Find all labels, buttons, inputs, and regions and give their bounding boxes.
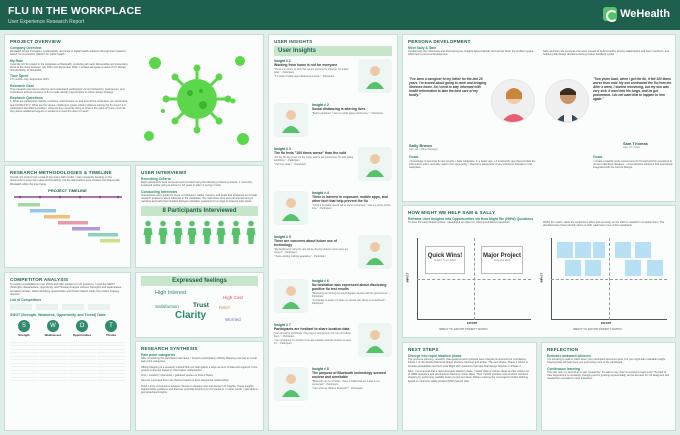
swot-letter-badge: W: [47, 320, 59, 332]
matrix-x-axis-label: EFFORT: [467, 322, 478, 325]
next-step-title: Diverge into rapid ideation phase: [408, 354, 462, 358]
swot-column: [97, 320, 125, 383]
insight-item: [274, 367, 392, 408]
sticky-note: [615, 242, 631, 258]
competitor-logo-icon: [36, 304, 58, 310]
swot-letter-badge: O: [76, 320, 88, 332]
research-goal-text: This research goal was to observe and understand participants' current behaviors, preferences, and motivations around exposure to flu to make identify opportunities to inform design strategy.: [10, 87, 125, 95]
quick-wins-label: Quick Wins!: [427, 253, 463, 259]
sticky-note: [647, 260, 663, 276]
section-heading: COMPETITOR ANALYSIS: [10, 277, 69, 282]
competitor-logo-icon: [10, 304, 32, 310]
synthesis-p4: Second, I grouped them into themes based on their categorical relationships.: [141, 379, 230, 383]
insight-label: Insight # 6: [312, 279, 329, 283]
insight-label: Insight # 8: [312, 367, 329, 371]
competitor-logo-icon: [88, 304, 110, 310]
reflection-title-2: Continuous learning: [547, 366, 580, 371]
section-heading: RESEARCH SYNTHESIS: [141, 346, 198, 351]
meet-text: Condensing user interviews and discovering key insights helped identify and narrow down the problem space, which led to persona development.: [408, 50, 534, 57]
swot-column-label: Threats: [105, 333, 117, 338]
participant-icon: [187, 220, 197, 249]
impact-effort-matrix-left: [406, 236, 535, 334]
insight-quote-2: "I felt very down." - Participant: [274, 163, 306, 166]
sally-goals: • Knowledge of accurate flu test results. • Safe workplace, in a better age. • A trustworthy app that provides the information and is seriously used in her community. • Real-time awareness of any infectious diseases in the workplace.: [409, 160, 536, 170]
sam-goals-title: Goals: [593, 155, 603, 159]
insight-quote: "My likelihood of using the app will be directly related to how many are using it." - Participant: [274, 248, 349, 254]
page-title: FLU IN THE WORKPLACE: [8, 5, 142, 17]
meet-title: Meet Sally & Sam: [408, 46, 437, 50]
insight-label: Insight # 3: [274, 147, 291, 151]
insight-title: Working from home is not for everyone: [274, 63, 338, 67]
participant-icon: [216, 220, 226, 249]
major-project-label: Major Project: [482, 253, 521, 259]
reflection-panel: [541, 342, 676, 431]
section-heading: PERSONA DEVELOPMENT: [408, 39, 471, 44]
swot-column: [10, 320, 38, 383]
my-role-title: My Role: [10, 58, 23, 63]
company-overview-title: Company Overview: [10, 46, 42, 50]
reflection-title-1: Embrace awkward silences: [547, 354, 591, 358]
reflection-text-2: This was only my second as a user researcher. It's safe to say, that I'm excited to learn a lot! The field of User Experience is constantly changing and is growing exponentially, as the demand for UX designers and researchers spreads to more industries.: [547, 370, 670, 381]
sally-goals-title: Goals: [409, 155, 419, 159]
insight-label: Insight # 4: [312, 191, 329, 195]
insight-item: [274, 103, 392, 144]
my-role-text: I lead the UX Fu project in the workplace at WeHealth, producing all major deliverables and presenting these to the client between July 2021 and September 2021. I worked alongside a Head of UX Design, Victoria Reilly, at WeHealth.: [10, 62, 128, 73]
insight-title: No hesitation was expressed about disclosing positive flu test results: [312, 283, 387, 291]
insight-quote-2: "It is hard to follow rapid distancing at work." - Participant: [274, 75, 335, 78]
next-steps-panel: [402, 342, 537, 431]
insight-title: Participants are hesitant to share location data: [274, 327, 350, 331]
matrix-y-axis-label: IMPACT: [406, 272, 410, 283]
insight-quote-2: "I have existing multiple wearables." - Participant: [274, 255, 326, 258]
competitor-logos: [10, 304, 125, 310]
sally-avatar: [491, 79, 535, 123]
user-interviews-panel: [135, 165, 264, 268]
persona-panel: [402, 34, 676, 202]
section-heading: HOW MIGHT WE HELP SAM & SALLY: [408, 210, 496, 215]
insight-title: Social distancing is altering lives: [312, 107, 366, 111]
insight-quote: "Bluetooth can be a hassle. I have it malfunctioned, it also is not connected." - Participant: [312, 380, 380, 386]
sam-goals: • Create a healthy work environment for himself and his coworkers to prevent infectious diseases. • Cost-effective solutions that seamlessly integrated with the current lifestyle.: [593, 160, 673, 170]
research-goal-title: Research Goal: [10, 83, 34, 88]
project-overview-panel: [4, 34, 264, 162]
swot-column-label: Strength: [18, 333, 30, 338]
virus-illustration: [135, 41, 260, 161]
swot-cell-lines: [68, 339, 96, 383]
insight-title: There are concerns about future use of technology: [274, 239, 337, 247]
user-insights-panel: [268, 34, 398, 431]
feeling-word: Trust: [193, 302, 209, 309]
insights-banner: User Insights: [274, 46, 392, 56]
swot-column-label: Opportunities: [72, 333, 92, 338]
section-heading: REFLECTION: [547, 347, 579, 352]
swot-cell-lines: [39, 339, 67, 383]
section-heading: RESEARCH METHODOLOGIES & TIMELINE: [10, 170, 112, 175]
insight-item: [274, 59, 392, 100]
feeling-word: Worried: [225, 317, 241, 322]
swot-column: [68, 320, 96, 383]
sticky-note: [585, 260, 601, 276]
matrix-divider: [417, 279, 531, 280]
header-bar: [0, 0, 680, 30]
insight-illustration-icon: [274, 103, 308, 137]
expressed-feelings-panel: [135, 272, 264, 338]
insight-title: There is interest in exposure, mobile apps, and other tech that help prevent the flu: [312, 195, 388, 203]
reflection-text-1: It is tempting to walk in silent when your participant becomes quiet, but you might learn valuable insight. Staying quiet will help keep you examining more of the participant.: [547, 358, 666, 365]
next-step-text: The previous planning, research, data analysis and synthesis were integral components for completing Phase 1 of the Double Diamond design process: discover and define. The next phase, Phase 2 will be to broaden possibilities and find "How Might We" questions that take final design direction in Phase 2.: [408, 358, 528, 368]
feeling-word: High Cost: [223, 295, 243, 300]
feeling-word: Satisfaction: [155, 304, 179, 309]
matrix-caption: IMPACT VS. EFFORT PRIORITY MATRIX: [439, 328, 488, 331]
recruiting-criteria-title: Recruiting Criteria: [141, 177, 171, 181]
insight-item: [274, 191, 392, 232]
swot-cell-lines: [97, 339, 125, 383]
wehealth-logo-icon: [603, 7, 617, 21]
sally-portrait-icon: [492, 80, 535, 123]
feeling-word: Relief: [219, 305, 230, 310]
sticky-note: [557, 242, 573, 258]
major-project-card: [481, 246, 523, 274]
quick-wins-sub: Impact: H, v.h. Effort: [434, 259, 456, 262]
insight-quote-2: "I am ok sharing my location if the app explains what the location is used for." - Participant: [274, 339, 351, 345]
brand-name: WeHealth: [620, 8, 670, 20]
swot-column: [39, 320, 67, 383]
research-synthesis-panel: [135, 341, 264, 431]
sam-name: Sam Thomas: [623, 141, 648, 146]
participant-icon: [202, 220, 212, 249]
insight-illustration-icon: [274, 367, 308, 401]
recruiting-criteria-text: Eight participants were screened and recruited using the following screening criteria: 1. Currently employed and/or going to school 2. 18 years or older 3. Living in USA: [141, 181, 252, 188]
insight-illustration-icon: [358, 59, 392, 93]
persona-sam: [543, 73, 675, 199]
competitor-text: To explore possibilities for new efforts and offer solutions to UX problems, I used the SWOT (Strengths, Weaknesses, Opportunity, and Threats) Analysis method. Strengths and weaknesses revealed priorities, while identifying opportunities and threats helped clarify the product strategy direction.: [10, 283, 122, 296]
sticky-note: [635, 242, 651, 258]
sticky-note: [575, 242, 591, 258]
hmw-panel: [402, 205, 676, 338]
swot-table: [10, 320, 125, 383]
sticky-note: [625, 260, 641, 276]
synthesis-p2: Affinity Mapping is a research method that can help gather a large amount of data and organize it into groups or themes based on information relationships.: [141, 365, 258, 372]
research-questions-title: Research Questions: [10, 96, 43, 101]
persona-sally: [407, 73, 539, 199]
insight-illustration-icon: [358, 323, 392, 357]
conducting-interviews-title: Conducting Interviews: [141, 189, 178, 194]
timeline-title: PROJECT TIMELINE: [48, 187, 87, 193]
feelings-word-cloud: [141, 286, 258, 336]
conducting-interviews-text: Interviewees were guided to focus on behaviors, habits, barriers, and goals that answered our crucial research questions about influenza in the workplace. The interviews were semi-structured using a narrative approach that included dialogue elicitation questions for a range of relevant topic areas.: [141, 193, 257, 204]
participant-icon: [143, 220, 153, 249]
competitor-analysis-panel: [4, 272, 131, 431]
participants-banner: 8 Participants Interviewed: [141, 206, 258, 216]
sally-quote: "I've been a caregiver to my father for the last 20 years. I'm scared about going to work and bringing illnesses home. So I need to stay informed with health information to take the best care of my family.": [409, 77, 487, 97]
sally-name: Sally Brown: [409, 143, 432, 148]
next-step-text-2: Next, I recommend that a rapid divergent ideation phase. I would think of various ideas and list written out of HMW questions and assumptions based on those ideas. Then I would prioritize and combine solutions showing by performing usability testing to test our ideas. Before entering the convergent product defining based on minimum viable product (MVP) launch plan.: [408, 369, 529, 383]
competitor-list-title: List of Competitors: [10, 298, 42, 303]
insight-list: [274, 59, 392, 408]
feeling-word: High Interest: [155, 290, 187, 296]
synthesis-p5: Third, I drew connections between themes to develop new and deeper UX insights. These insights helped define problems and discover potential solutions for UX solutions. In other words, I was able to get behavioral insights.: [141, 384, 258, 395]
sticky-note: [565, 260, 581, 276]
insight-item: [274, 279, 392, 320]
swot-letter-badge: S: [18, 320, 30, 332]
insight-label: Insight # 5: [274, 235, 291, 239]
participant-icon: [173, 220, 183, 249]
matrix-x-axis-label: EFFORT: [601, 322, 612, 325]
sally-meta: Age: 46 / Office Manager: [409, 148, 438, 151]
pain-points-title: Pain point categories: [141, 353, 176, 357]
participant-icon: [158, 220, 168, 249]
insight-quote: "I am ok before (GOOGLE. They say it's anonymous, but I do not believe them." - Participant: [274, 332, 352, 338]
feelings-banner: Expressed feelings: [141, 276, 258, 286]
section-heading: USER INTERVIEWS: [141, 170, 187, 175]
matrix-divider: [551, 279, 667, 280]
swot-title: SWOT (Strength, Weakness, Opportunity, and Threat) Table: [10, 313, 106, 318]
insight-item: [274, 235, 392, 276]
insight-illustration-icon: [274, 279, 308, 313]
insight-label: Insight # 7: [274, 323, 291, 327]
participant-icon: [231, 220, 241, 249]
swot-column-label: Weaknesses: [44, 333, 62, 338]
hmw-text: To drive the early ideation phase, I developed an object vs. effort prioritization framework.: [408, 221, 511, 224]
insight-quote-2: "Knowledge is power. I'd share my results with others in a heartbeat!" - Participant: [312, 299, 387, 305]
section-heading: NEXT STEPS: [408, 347, 439, 352]
matrix-y-axis-label: IMPACT: [540, 272, 544, 283]
meet-text-2: Sally and Sam are personas that were created to build empathy among stakeholders and team members, and helped guide design decisions during product feedback cycles.: [543, 50, 670, 57]
insight-illustration-icon: [358, 235, 392, 269]
insight-quote-2: "I do not know. What is Bluetooth?" - Participant: [312, 387, 363, 390]
competitor-logo-icon: [62, 304, 84, 310]
hmw-text-2: Within the matrix, ideas are sorted from effort and necessity so the effort is needed to complete them. The identified were those identify where to shift, each last in one of four quadrants.: [543, 221, 665, 228]
participant-icon: [246, 220, 256, 249]
page-subtitle: User Experience Research Report: [8, 19, 85, 25]
insight-quote: "Disclosing and turning out would happen anyway with the government." - Participant: [312, 292, 390, 298]
insight-illustration-icon: [358, 147, 392, 181]
insight-quote: "I think a wearable device will be super convenient. I was my phone all the time." - Participant: [312, 204, 391, 210]
methodologies-panel: [4, 165, 131, 268]
swot-cell-lines: [10, 339, 38, 383]
quick-wins-card: [425, 246, 465, 274]
research-questions-text: 1. What are participants' beliefs, emotions, and behavior on and around the workplace, pre-vaccinated, and COVID-19? 2. What are the values, challenges, goals, which problems solving the flu issue? 3. If participants identified a problem, what are they currently doing or what is the value of? How much do they derive additional support or solutions to meet the want or need?: [10, 100, 128, 114]
insight-item: [274, 323, 392, 364]
insight-item: [274, 147, 392, 188]
sam-meta: Age: 37 / Chef: [623, 146, 640, 149]
section-heading: PROJECT OVERVIEW: [10, 39, 61, 44]
insight-quote: "Before pandemic, I went to public places all the time." - Participant: [312, 112, 383, 115]
insight-quote: "There is a culture at work that we are expected to show up. No matter what." - Participant: [274, 68, 349, 74]
insight-illustration-icon: [274, 191, 308, 225]
hmw-subtitle: Reframe User Insights into Opportunities via How Might We (HMW) Questions: [408, 217, 534, 221]
swot-letter-badge: T: [105, 320, 117, 332]
insight-quote: "On the 7th day, it went to the lungs, and he got pneumonia. He was taking antibiotics." - Participant: [274, 156, 354, 162]
insight-label: Insight # 1: [274, 59, 291, 63]
feeling-word: Clarity: [175, 310, 207, 321]
insight-title: The flu feels "100 times worse" than the cold: [274, 151, 347, 155]
impact-effort-matrix-right: [540, 236, 671, 334]
major-project-sub: Long plan effort: [493, 259, 511, 262]
sam-avatar: [545, 79, 589, 123]
time-spent-title: Time Spent: [10, 74, 29, 79]
synthesis-p3: First, I created 7 interviews, I gathered quotes on Post-it Notes.: [141, 374, 214, 378]
insight-title: The purpose of Bluetooth technology seemed unclear and unreliable: [312, 371, 386, 379]
sticky-note: [593, 242, 605, 258]
project-timeline-chart: [10, 193, 126, 253]
participant-figures: [141, 220, 258, 249]
section-heading: USER INSIGHTS: [274, 39, 313, 44]
sam-quote: "Two years back, when I got the flu, it felt 100 times worse than cold. My son contracted the flu from me. After a week, I started recovering, but my son was very sick. It went into his lungs, and he got pneumonia. I do not want that to happen to him again.": [593, 77, 672, 101]
time-spent-text: 2.5 months July–September 2021: [10, 78, 49, 82]
brand-logo: [603, 7, 670, 21]
insight-label: Insight # 2: [312, 103, 329, 107]
synthesis-p1: After conducting the participant interviews, I hosted a participatory Affinity Mapping exercise to reveal pain point categories.: [141, 357, 257, 364]
sam-portrait-icon: [546, 80, 589, 123]
methodologies-text: Overall, the project took a total of two and a half months. I was constantly iterating on the documents to keep them alive and breathing, but the deliverables were created and shared with WeHealth within the time frame.: [10, 176, 120, 186]
company-overview-text: WeHealth brings innovation, sustainability, and scale to digital health solutions through their research-based communication platform for public health.: [10, 50, 127, 57]
matrix-caption: IMPACT VS. EFFORT PRIORITY MATRIX: [573, 328, 622, 331]
